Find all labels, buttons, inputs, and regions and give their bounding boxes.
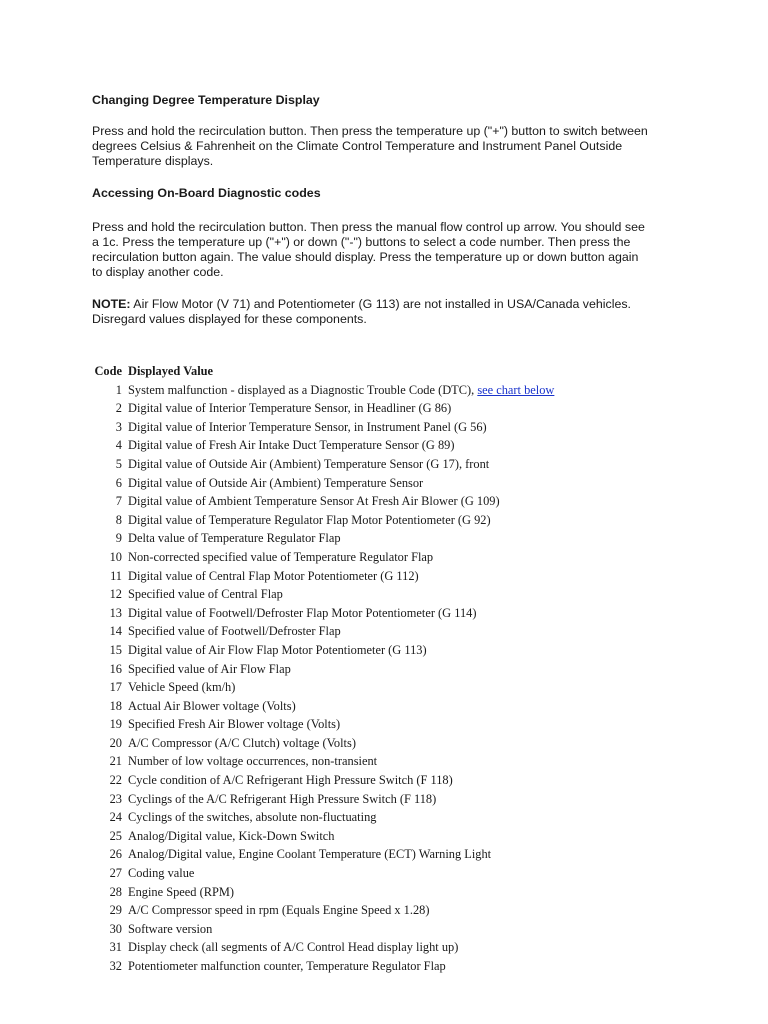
table-row — [92, 399, 692, 418]
table-row — [92, 715, 692, 734]
row-value-text: System malfunction - displayed as a Diagnostic Trouble Code (DTC), — [128, 382, 478, 397]
note-paragraph — [92, 297, 692, 327]
row-value: Potentiometer malfunction counter, Temperature Regulator Flap — [128, 959, 446, 973]
heading-changing-degree: Changing Degree Temperature Display — [92, 93, 320, 107]
note-line-1 — [92, 297, 692, 312]
row-value: Specified Fresh Air Blower voltage (Volts) — [128, 717, 341, 732]
row-code: 31 — [109, 940, 122, 955]
table-row — [92, 883, 692, 902]
row-value: Non-corrected specified value of Temperature Regulator Flap — [128, 549, 434, 564]
row-code: 21 — [109, 754, 122, 769]
row-code: 7 — [115, 494, 122, 509]
table-row — [92, 678, 692, 697]
header-displayed-value: Displayed Value — [128, 364, 214, 378]
table-row — [92, 418, 692, 437]
row-code: 20 — [109, 735, 122, 750]
row-value: Software version — [128, 921, 213, 936]
paragraph-line: to display another code. — [92, 265, 224, 279]
table-row — [92, 604, 692, 623]
paragraph-changing-degree — [92, 124, 692, 169]
row-value: Specified value of Central Flap — [128, 587, 283, 602]
note-line-2: Disregard values displayed for these components. — [92, 312, 367, 326]
row-value: Digital value of Outside Air (Ambient) Temperature Sensor — [128, 475, 424, 490]
row-value: Engine Speed (RPM) — [128, 884, 234, 899]
row-code: 5 — [115, 456, 122, 471]
table-row — [92, 845, 692, 864]
table-row — [92, 474, 692, 493]
header-code: Code — [94, 364, 122, 378]
table-row — [92, 901, 692, 920]
paragraph-accessing-codes — [92, 220, 692, 280]
heading-accessing-codes: Accessing On-Board Diagnostic codes — [92, 186, 321, 200]
table-row — [92, 957, 692, 976]
row-value: Digital value of Fresh Air Intake Duct Temperature Sensor (G 89) — [128, 438, 455, 453]
row-code: 28 — [109, 884, 122, 899]
table-row — [92, 827, 692, 846]
row-code: 24 — [109, 810, 122, 825]
table-row — [92, 771, 692, 790]
row-value: Digital value of Central Flap Motor Potentiometer (G 112) — [128, 568, 419, 583]
table-row — [92, 585, 692, 604]
row-code: 10 — [109, 549, 122, 564]
diagnostic-code-table — [92, 362, 692, 976]
table-row — [92, 938, 692, 957]
table-row — [92, 436, 692, 455]
table-row — [92, 641, 692, 660]
row-value: Vehicle Speed (km/h) — [128, 680, 236, 695]
row-code: 32 — [109, 959, 122, 973]
row-value: Coding value — [128, 866, 195, 881]
row-code: 13 — [109, 605, 122, 620]
row-code: 22 — [109, 773, 122, 788]
row-value: Digital value of Interior Temperature Sensor, in Headliner (G 86) — [128, 401, 452, 416]
table-row — [92, 790, 692, 809]
row-value: Cyclings of the switches, absolute non-fluctuating — [128, 810, 377, 825]
table-row — [92, 660, 692, 679]
row-value: Digital value of Temperature Regulator Flap Motor Potentiometer (G 92) — [128, 512, 491, 527]
row-value: Digital value of Outside Air (Ambient) Temperature Sensor (G 17), front — [128, 456, 490, 471]
table-row — [92, 864, 692, 883]
row-value: Cyclings of the A/C Refrigerant High Pressure Switch (F 118) — [128, 791, 437, 806]
row-value: Number of low voltage occurrences, non-transient — [128, 754, 378, 769]
table-row — [92, 920, 692, 939]
paragraph-line: degrees Celsius & Fahrenheit on the Climate Control Temperature and Instrument Panel Outside — [92, 139, 623, 153]
row-code: 19 — [109, 717, 122, 732]
row-value: Display check (all segments of A/C Control Head display light up) — [128, 940, 459, 955]
row-code: 17 — [109, 680, 122, 695]
note-label: NOTE: — [92, 297, 131, 311]
table-row — [92, 381, 692, 400]
row-code: 27 — [109, 866, 122, 881]
row-value: Analog/Digital value, Engine Coolant Temperature (ECT) Warning Light — [128, 847, 492, 862]
table-row — [92, 622, 692, 641]
table-row — [92, 734, 692, 753]
table-row — [92, 752, 692, 771]
paragraph-line: Temperature displays. — [92, 154, 214, 168]
paragraph-line: recirculation button again. The value should display. Press the temperature up or down button again — [92, 250, 639, 264]
table-row — [92, 548, 692, 567]
row-code: 8 — [115, 512, 122, 527]
table-row — [92, 529, 692, 548]
row-code: 6 — [115, 475, 122, 490]
row-value: Delta value of Temperature Regulator Flap — [128, 531, 341, 546]
row-code: 9 — [115, 531, 122, 546]
row-value: Specified value of Footwell/Defroster Flap — [128, 624, 341, 639]
table-row — [92, 808, 692, 827]
row-code: 15 — [109, 642, 122, 657]
row-code: 25 — [109, 828, 122, 843]
row-code: 26 — [109, 847, 122, 862]
row-value: Specified value of Air Flow Flap — [128, 661, 291, 676]
row-code: 2 — [115, 401, 122, 416]
table-row — [92, 455, 692, 474]
table-row — [92, 492, 692, 511]
row-value: Analog/Digital value, Kick-Down Switch — [128, 828, 335, 843]
paragraph-line: a 1c. Press the temperature up ("+") or down ("-") buttons to select a code number. Then press the — [92, 235, 631, 249]
row-code: 1 — [115, 382, 122, 397]
row-code: 30 — [109, 921, 122, 936]
row-code: 4 — [115, 438, 122, 453]
row-code: 3 — [115, 419, 122, 434]
table-header-row — [92, 362, 692, 381]
row-code: 18 — [109, 698, 122, 713]
row-value: Actual Air Blower voltage (Volts) — [128, 698, 296, 713]
row-value — [122, 381, 554, 400]
note-text: Air Flow Motor (V 71) and Potentiometer (G 113) are not installed in USA/Canada vehicles. — [130, 297, 631, 311]
row-code: 14 — [109, 624, 122, 639]
row-value: Digital value of Air Flow Flap Motor Potentiometer (G 113) — [128, 642, 427, 657]
row-value: A/C Compressor speed in rpm (Equals Engine Speed x 1.28) — [128, 903, 430, 918]
row-value: Digital value of Footwell/Defroster Flap Motor Potentiometer (G 114) — [128, 605, 477, 620]
row-code: 29 — [109, 903, 122, 918]
see-chart-below-link[interactable]: see chart below — [477, 382, 555, 397]
row-code: 16 — [109, 661, 122, 676]
paragraph-line: Press and hold the recirculation button. Then press the manual flow control up arrow. You should see — [92, 220, 645, 234]
row-code: 12 — [109, 587, 122, 602]
row-value: Cycle condition of A/C Refrigerant High Pressure Switch (F 118) — [128, 773, 453, 788]
row-value: Digital value of Interior Temperature Sensor, in Instrument Panel (G 56) — [128, 419, 487, 434]
row-code: 23 — [109, 791, 122, 806]
row-value: A/C Compressor (A/C Clutch) voltage (Volts) — [128, 735, 356, 750]
table-row — [92, 511, 692, 530]
table-row — [92, 567, 692, 586]
row-value: Digital value of Ambient Temperature Sensor At Fresh Air Blower (G 109) — [128, 494, 500, 509]
table-row — [92, 697, 692, 716]
paragraph-line: Press and hold the recirculation button. Then press the temperature up ("+") button to switch between — [92, 124, 648, 138]
row-code: 11 — [110, 568, 122, 583]
